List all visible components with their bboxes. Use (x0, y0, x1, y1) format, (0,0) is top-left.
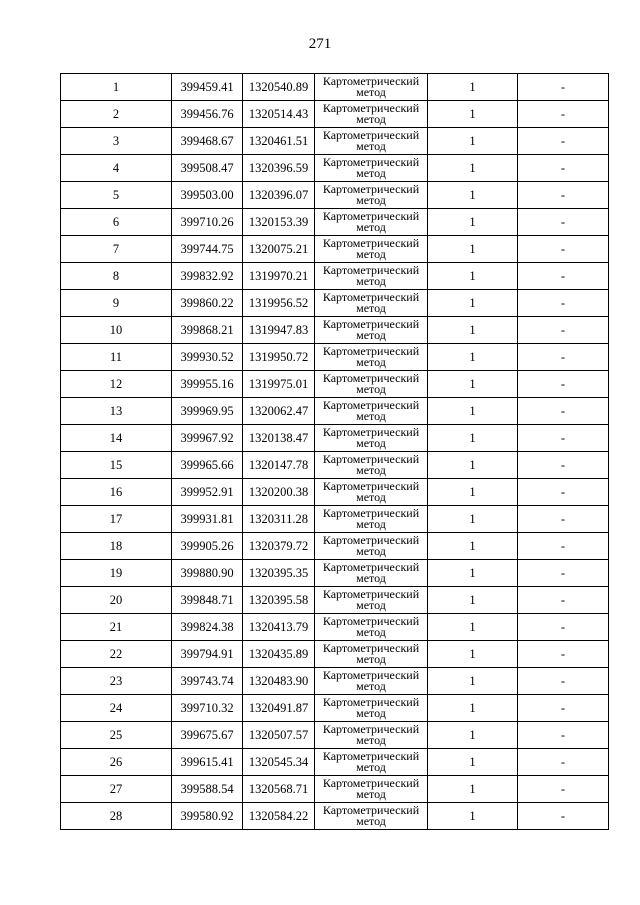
note-cell: - (518, 371, 609, 398)
method-line-2: метод (356, 598, 386, 612)
point-number-cell: 21 (61, 614, 172, 641)
method-line-2: метод (356, 679, 386, 693)
note-cell: - (518, 479, 609, 506)
y-coordinate-cell: 1320379.72 (243, 533, 315, 560)
accuracy-cell: 1 (428, 479, 518, 506)
method-cell (315, 182, 428, 209)
y-coordinate-cell: 1320153.39 (243, 209, 315, 236)
y-coordinate-cell: 1319970.21 (243, 263, 315, 290)
accuracy-cell: 1 (428, 668, 518, 695)
table-row (61, 398, 609, 425)
method-line-2: метод (356, 571, 386, 585)
note-cell: - (518, 209, 609, 236)
y-coordinate-cell: 1320147.78 (243, 452, 315, 479)
table-row (61, 236, 609, 263)
method-line-1: Картометрический (322, 776, 420, 790)
note-cell: - (518, 776, 609, 803)
y-coordinate-cell: 1320435.89 (243, 641, 315, 668)
table-row (61, 722, 609, 749)
point-number-cell: 10 (61, 317, 172, 344)
method-line-2: метод (356, 544, 386, 558)
accuracy-cell: 1 (428, 695, 518, 722)
note-cell: - (518, 398, 609, 425)
note-cell: - (518, 101, 609, 128)
y-coordinate-cell: 1320540.89 (243, 74, 315, 101)
method-cell (315, 479, 428, 506)
method-line-1: Картометрический (322, 317, 420, 331)
accuracy-cell: 1 (428, 317, 518, 344)
accuracy-cell: 1 (428, 209, 518, 236)
point-number-cell: 28 (61, 803, 172, 830)
y-coordinate-cell: 1320396.07 (243, 182, 315, 209)
method-cell (315, 344, 428, 371)
table-row (61, 344, 609, 371)
table-row (61, 155, 609, 182)
x-coordinate-cell: 399965.66 (172, 452, 243, 479)
method-line-2: метод (356, 382, 386, 396)
accuracy-cell: 1 (428, 533, 518, 560)
note-cell: - (518, 506, 609, 533)
method-line-2: метод (356, 112, 386, 126)
y-coordinate-cell: 1320311.28 (243, 506, 315, 533)
x-coordinate-cell: 399744.75 (172, 236, 243, 263)
x-coordinate-cell: 399710.26 (172, 209, 243, 236)
method-cell (315, 803, 428, 830)
table-row (61, 641, 609, 668)
note-cell: - (518, 641, 609, 668)
point-number-cell: 15 (61, 452, 172, 479)
y-coordinate-cell: 1320395.35 (243, 560, 315, 587)
method-line-2: метод (356, 247, 386, 261)
method-line-1: Картометрический (322, 479, 420, 493)
note-cell: - (518, 533, 609, 560)
coordinates-table (60, 73, 609, 830)
table-row (61, 371, 609, 398)
note-cell: - (518, 74, 609, 101)
note-cell: - (518, 155, 609, 182)
point-number-cell: 9 (61, 290, 172, 317)
note-cell: - (518, 182, 609, 209)
method-line-2: метод (356, 490, 386, 504)
note-cell: - (518, 425, 609, 452)
x-coordinate-cell: 399794.91 (172, 641, 243, 668)
table-row (61, 425, 609, 452)
method-cell (315, 155, 428, 182)
method-line-1: Картометрический (322, 803, 420, 817)
accuracy-cell: 1 (428, 614, 518, 641)
accuracy-cell: 1 (428, 155, 518, 182)
method-cell (315, 614, 428, 641)
point-number-cell: 6 (61, 209, 172, 236)
point-number-cell: 4 (61, 155, 172, 182)
method-line-1: Картометрический (322, 263, 420, 277)
y-coordinate-cell: 1320568.71 (243, 776, 315, 803)
note-cell: - (518, 317, 609, 344)
accuracy-cell: 1 (428, 371, 518, 398)
table-row (61, 533, 609, 560)
note-cell: - (518, 722, 609, 749)
note-cell: - (518, 668, 609, 695)
point-number-cell: 3 (61, 128, 172, 155)
method-line-1: Картометрический (322, 236, 420, 250)
table-row (61, 479, 609, 506)
y-coordinate-cell: 1319975.01 (243, 371, 315, 398)
method-line-1: Картометрический (322, 506, 420, 520)
note-cell: - (518, 695, 609, 722)
x-coordinate-cell: 399955.16 (172, 371, 243, 398)
table-row (61, 803, 609, 830)
method-line-1: Картометрический (322, 398, 420, 412)
point-number-cell: 11 (61, 344, 172, 371)
x-coordinate-cell: 399931.81 (172, 506, 243, 533)
method-cell (315, 101, 428, 128)
y-coordinate-cell: 1320413.79 (243, 614, 315, 641)
method-line-1: Картометрический (322, 425, 420, 439)
x-coordinate-cell: 399824.38 (172, 614, 243, 641)
method-cell (315, 722, 428, 749)
y-coordinate-cell: 1319950.72 (243, 344, 315, 371)
x-coordinate-cell: 399459.41 (172, 74, 243, 101)
table-row (61, 290, 609, 317)
accuracy-cell: 1 (428, 398, 518, 425)
y-coordinate-cell: 1319947.83 (243, 317, 315, 344)
point-number-cell: 23 (61, 668, 172, 695)
method-line-2: метод (356, 139, 386, 153)
method-line-2: метод (356, 652, 386, 666)
note-cell: - (518, 128, 609, 155)
method-line-1: Картометрический (322, 371, 420, 385)
table-row (61, 560, 609, 587)
method-line-1: Картометрический (322, 722, 420, 736)
note-cell: - (518, 587, 609, 614)
table-row (61, 128, 609, 155)
table-row (61, 506, 609, 533)
note-cell: - (518, 344, 609, 371)
method-cell (315, 398, 428, 425)
method-cell (315, 452, 428, 479)
method-cell (315, 74, 428, 101)
x-coordinate-cell: 399743.74 (172, 668, 243, 695)
method-line-1: Картометрический (322, 344, 420, 358)
x-coordinate-cell: 399860.22 (172, 290, 243, 317)
method-cell (315, 263, 428, 290)
point-number-cell: 25 (61, 722, 172, 749)
y-coordinate-cell: 1320483.90 (243, 668, 315, 695)
table-row (61, 209, 609, 236)
method-cell (315, 668, 428, 695)
x-coordinate-cell: 399503.00 (172, 182, 243, 209)
method-line-2: метод (356, 787, 386, 801)
method-cell (315, 776, 428, 803)
accuracy-cell: 1 (428, 722, 518, 749)
y-coordinate-cell: 1320507.57 (243, 722, 315, 749)
method-cell (315, 695, 428, 722)
x-coordinate-cell: 399880.90 (172, 560, 243, 587)
x-coordinate-cell: 399456.76 (172, 101, 243, 128)
y-coordinate-cell: 1320584.22 (243, 803, 315, 830)
method-cell (315, 371, 428, 398)
x-coordinate-cell: 399580.92 (172, 803, 243, 830)
table-row (61, 452, 609, 479)
method-line-2: метод (356, 328, 386, 342)
x-coordinate-cell: 399675.67 (172, 722, 243, 749)
y-coordinate-cell: 1320461.51 (243, 128, 315, 155)
y-coordinate-cell: 1320396.59 (243, 155, 315, 182)
accuracy-cell: 1 (428, 236, 518, 263)
y-coordinate-cell: 1320138.47 (243, 425, 315, 452)
method-line-2: метод (356, 625, 386, 639)
point-number-cell: 14 (61, 425, 172, 452)
x-coordinate-cell: 399905.26 (172, 533, 243, 560)
x-coordinate-cell: 399832.92 (172, 263, 243, 290)
accuracy-cell: 1 (428, 452, 518, 479)
x-coordinate-cell: 399868.21 (172, 317, 243, 344)
page-number: 271 (308, 36, 332, 52)
accuracy-cell: 1 (428, 587, 518, 614)
x-coordinate-cell: 399967.92 (172, 425, 243, 452)
method-cell (315, 425, 428, 452)
method-line-1: Картометрический (322, 101, 420, 115)
method-line-2: метод (356, 85, 386, 99)
accuracy-cell: 1 (428, 128, 518, 155)
method-cell (315, 641, 428, 668)
method-line-2: метод (356, 436, 386, 450)
accuracy-cell: 1 (428, 560, 518, 587)
note-cell: - (518, 803, 609, 830)
x-coordinate-cell: 399508.47 (172, 155, 243, 182)
table-row (61, 74, 609, 101)
table-row (61, 263, 609, 290)
y-coordinate-cell: 1320062.47 (243, 398, 315, 425)
note-cell: - (518, 614, 609, 641)
method-line-1: Картометрический (322, 587, 420, 601)
accuracy-cell: 1 (428, 803, 518, 830)
method-line-2: метод (356, 517, 386, 531)
y-coordinate-cell: 1320491.87 (243, 695, 315, 722)
method-line-1: Картометрический (322, 128, 420, 142)
accuracy-cell: 1 (428, 74, 518, 101)
point-number-cell: 20 (61, 587, 172, 614)
point-number-cell: 2 (61, 101, 172, 128)
method-line-1: Картометрический (322, 452, 420, 466)
point-number-cell: 12 (61, 371, 172, 398)
method-line-1: Картометрический (322, 614, 420, 628)
accuracy-cell: 1 (428, 290, 518, 317)
method-line-2: метод (356, 733, 386, 747)
table-row (61, 668, 609, 695)
method-line-2: метод (356, 166, 386, 180)
method-line-1: Картометрический (322, 695, 420, 709)
method-cell (315, 236, 428, 263)
table-row (61, 776, 609, 803)
method-cell (315, 749, 428, 776)
method-cell (315, 533, 428, 560)
method-line-2: метод (356, 301, 386, 315)
accuracy-cell: 1 (428, 641, 518, 668)
method-line-1: Картометрический (322, 641, 420, 655)
method-line-1: Картометрический (322, 74, 420, 88)
method-line-2: метод (356, 409, 386, 423)
table-row (61, 695, 609, 722)
method-cell (315, 290, 428, 317)
y-coordinate-cell: 1319956.52 (243, 290, 315, 317)
method-line-2: метод (356, 760, 386, 774)
table-row (61, 587, 609, 614)
accuracy-cell: 1 (428, 101, 518, 128)
method-line-2: метод (356, 274, 386, 288)
note-cell: - (518, 560, 609, 587)
method-cell (315, 317, 428, 344)
method-cell (315, 128, 428, 155)
method-line-1: Картометрический (322, 182, 420, 196)
accuracy-cell: 1 (428, 344, 518, 371)
method-cell (315, 506, 428, 533)
point-number-cell: 5 (61, 182, 172, 209)
point-number-cell: 22 (61, 641, 172, 668)
x-coordinate-cell: 399615.41 (172, 749, 243, 776)
method-line-2: метод (356, 220, 386, 234)
y-coordinate-cell: 1320514.43 (243, 101, 315, 128)
method-line-1: Картометрический (322, 155, 420, 169)
x-coordinate-cell: 399588.54 (172, 776, 243, 803)
accuracy-cell: 1 (428, 506, 518, 533)
method-cell (315, 560, 428, 587)
table-row (61, 749, 609, 776)
accuracy-cell: 1 (428, 182, 518, 209)
table-row (61, 317, 609, 344)
accuracy-cell: 1 (428, 749, 518, 776)
point-number-cell: 8 (61, 263, 172, 290)
table-row (61, 182, 609, 209)
x-coordinate-cell: 399468.67 (172, 128, 243, 155)
method-line-2: метод (356, 193, 386, 207)
point-number-cell: 18 (61, 533, 172, 560)
point-number-cell: 13 (61, 398, 172, 425)
point-number-cell: 1 (61, 74, 172, 101)
accuracy-cell: 1 (428, 425, 518, 452)
method-line-2: метод (356, 355, 386, 369)
method-line-2: метод (356, 706, 386, 720)
method-cell (315, 209, 428, 236)
point-number-cell: 16 (61, 479, 172, 506)
x-coordinate-cell: 399952.91 (172, 479, 243, 506)
method-line-1: Картометрический (322, 533, 420, 547)
note-cell: - (518, 290, 609, 317)
accuracy-cell: 1 (428, 263, 518, 290)
point-number-cell: 7 (61, 236, 172, 263)
y-coordinate-cell: 1320545.34 (243, 749, 315, 776)
note-cell: - (518, 263, 609, 290)
method-line-1: Картометрический (322, 668, 420, 682)
point-number-cell: 26 (61, 749, 172, 776)
method-line-2: метод (356, 814, 386, 828)
point-number-cell: 27 (61, 776, 172, 803)
y-coordinate-cell: 1320075.21 (243, 236, 315, 263)
note-cell: - (518, 236, 609, 263)
point-number-cell: 19 (61, 560, 172, 587)
table-row (61, 101, 609, 128)
point-number-cell: 17 (61, 506, 172, 533)
x-coordinate-cell: 399930.52 (172, 344, 243, 371)
accuracy-cell: 1 (428, 776, 518, 803)
note-cell: - (518, 749, 609, 776)
point-number-cell: 24 (61, 695, 172, 722)
x-coordinate-cell: 399710.32 (172, 695, 243, 722)
method-line-1: Картометрический (322, 749, 420, 763)
method-line-2: метод (356, 463, 386, 477)
y-coordinate-cell: 1320395.58 (243, 587, 315, 614)
method-cell (315, 587, 428, 614)
x-coordinate-cell: 399969.95 (172, 398, 243, 425)
note-cell: - (518, 452, 609, 479)
y-coordinate-cell: 1320200.38 (243, 479, 315, 506)
method-line-1: Картометрический (322, 560, 420, 574)
method-line-1: Картометрический (322, 290, 420, 304)
table-row (61, 614, 609, 641)
coordinates-table-body (61, 74, 609, 830)
method-line-1: Картометрический (322, 209, 420, 223)
x-coordinate-cell: 399848.71 (172, 587, 243, 614)
